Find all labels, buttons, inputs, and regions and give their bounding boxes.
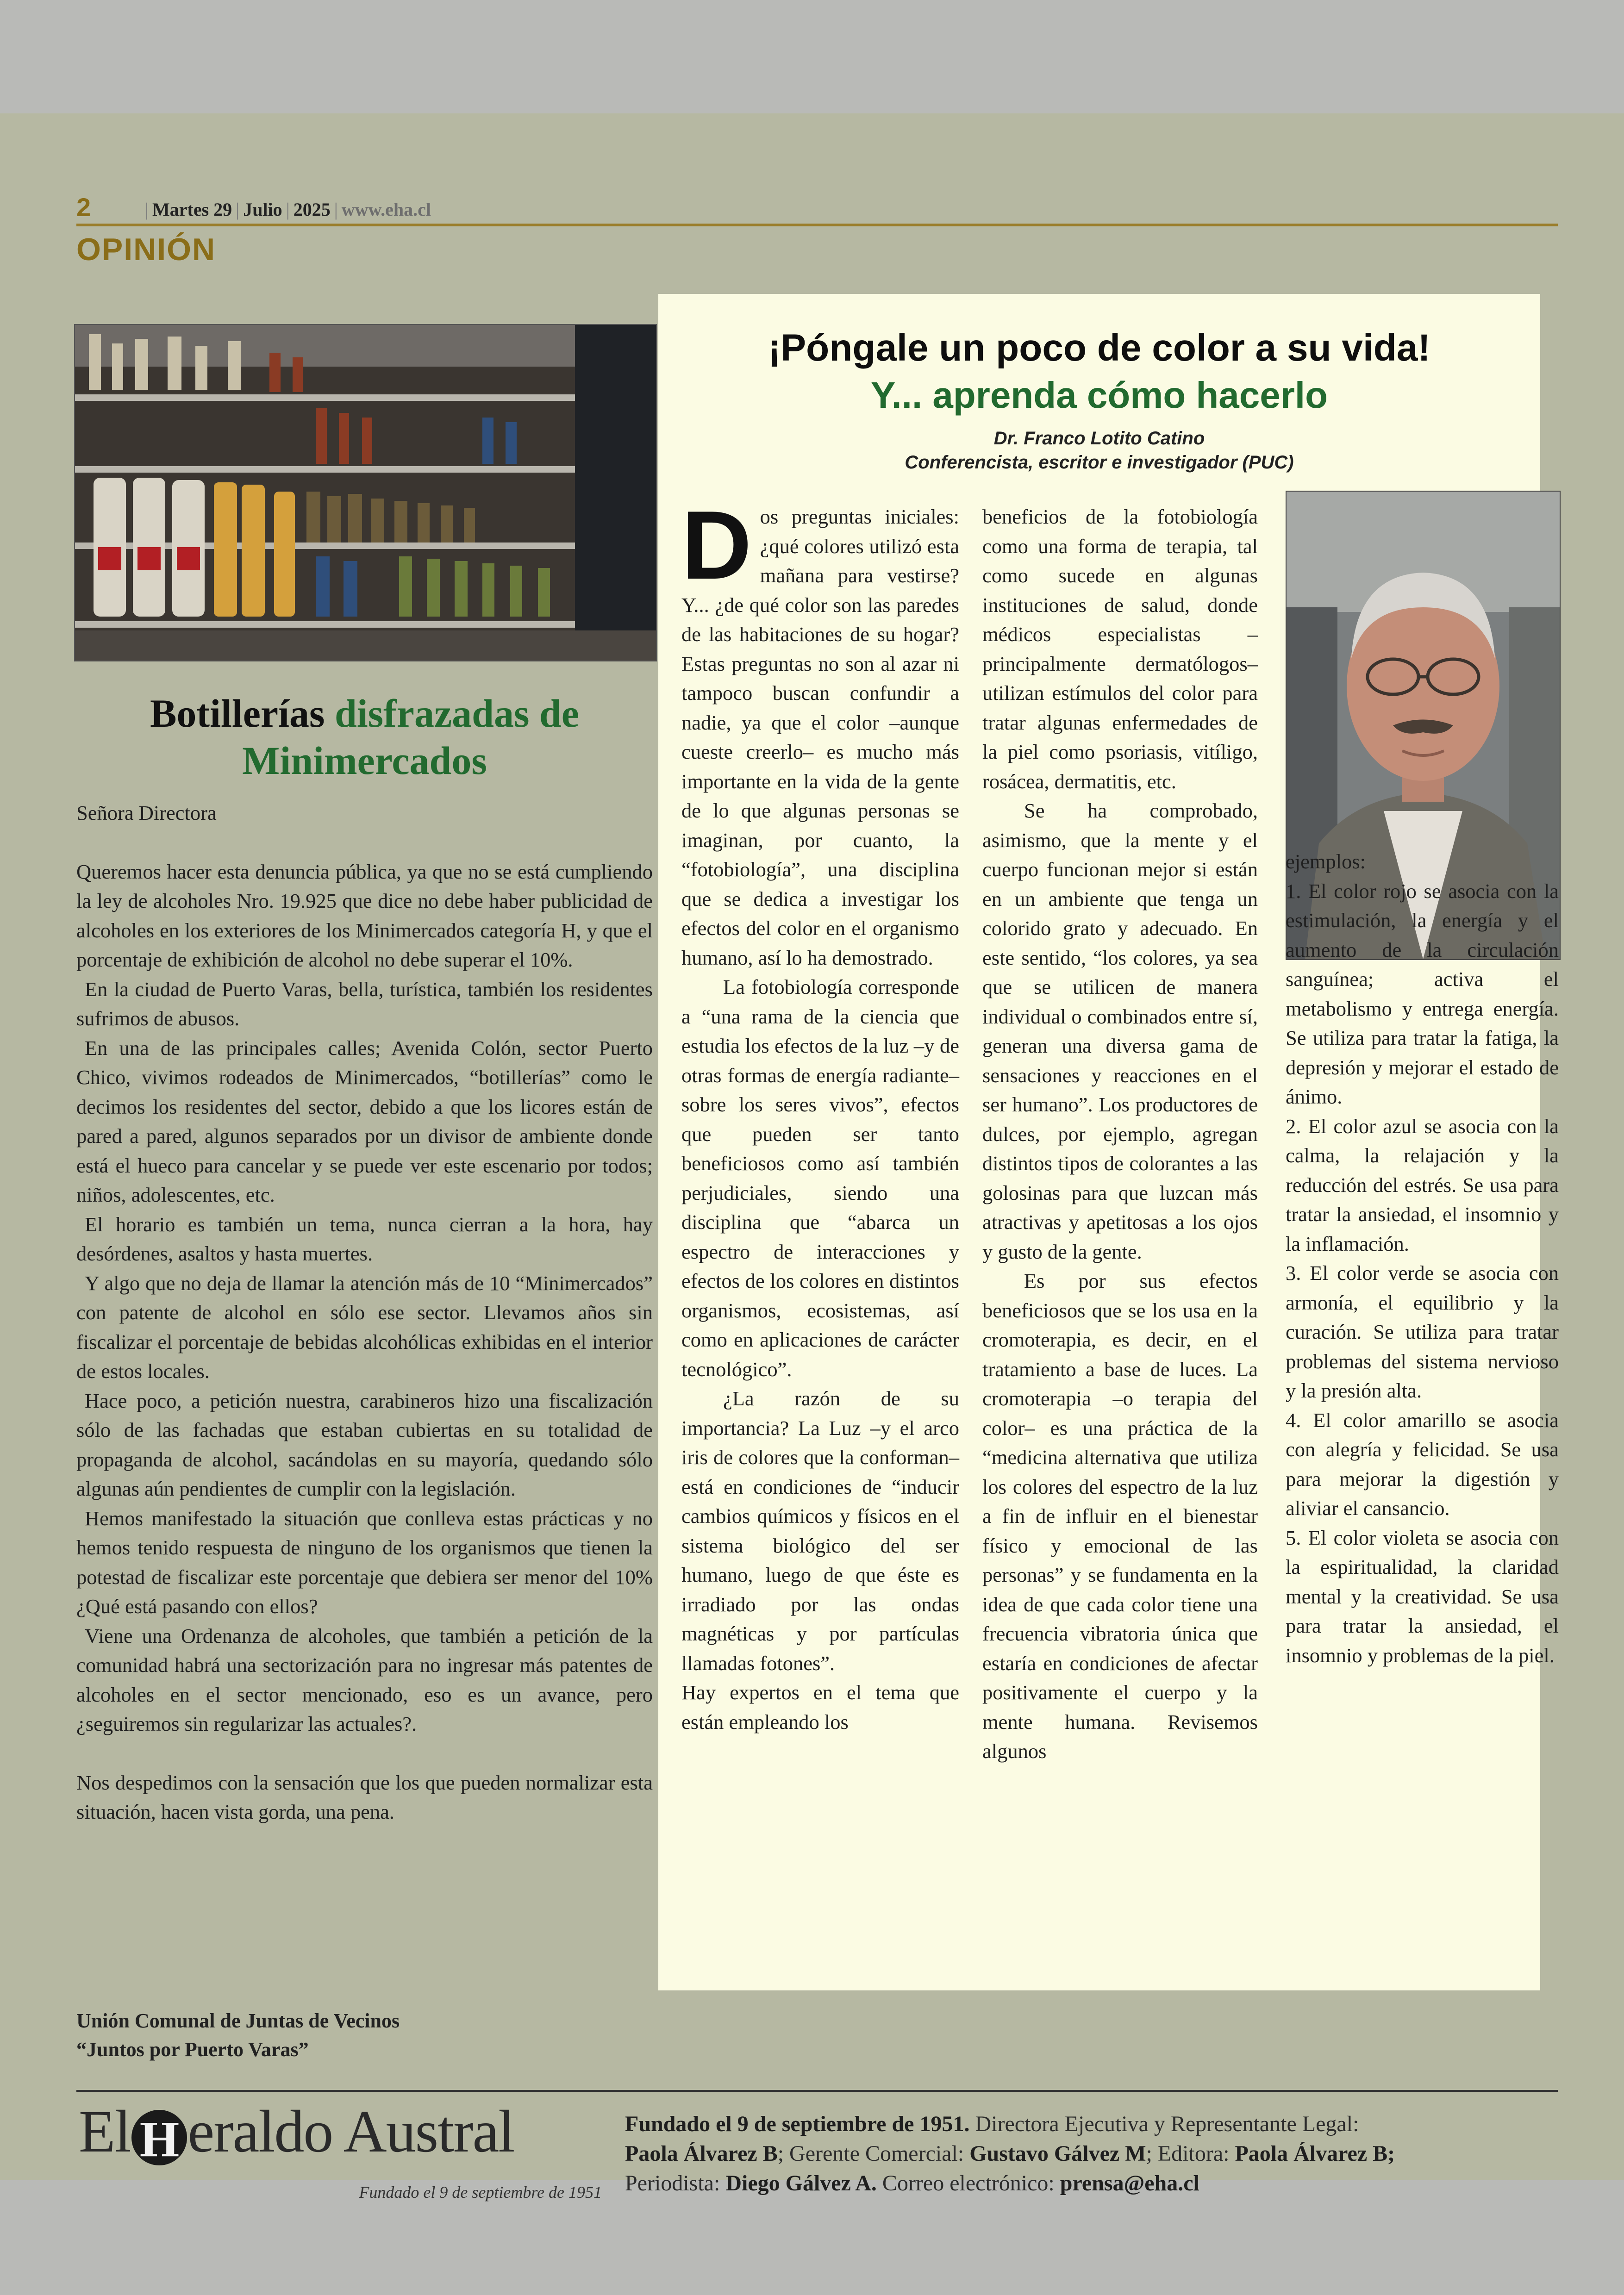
article-title: ¡Póngale un poco de color a su vida! <box>768 327 1430 369</box>
article-paragraph: ejemplos: <box>1286 850 1366 873</box>
page-number: 2 <box>76 193 91 222</box>
footer-divider <box>76 2090 1558 2092</box>
color-example-item: 2. El color azul se asocia con la calma, la relajación y la reducción del estrés. Se usa para tratar la ansiedad, el insomnio y la inflamación. <box>1286 1114 1559 1255</box>
newspaper-page <box>0 113 1624 2201</box>
signature-line-2: “Juntos por Puerto Varas” <box>76 2038 309 2061</box>
article-paragraph: beneficios de la fotobiología como una forma de terapia, tal como sucede en algunas instituciones de salud, donde médicos especialistas –principalmente dermatólogos– utilizan estímulos del color para tratar algunas enfermedades de la piel como psoriasis, vitíligo, rosácea, dermatitis, etc. <box>982 505 1258 793</box>
editora-name: Paola Álvarez B; <box>1235 2141 1395 2166</box>
letter-closing: Nos despedimos con la sensación que los que pueden normalizar esta situación, hacen vista gorda, una pena. <box>76 1771 653 1823</box>
masthead-credits <box>625 2109 1555 2198</box>
issue-day: Martes 29 <box>152 199 232 220</box>
letter-paragraph: Y algo que no deja de llamar la atención más de 10 “Minimercados” con patente de alcohol en sólo ese sector. Llevamos años sin fiscalizar el porcentaje de bebidas alcohólicas exhibidas en el interior de estos locales. <box>76 1271 653 1383</box>
article-paragraph: La fotobiología corresponde a “una rama de la ciencia que estudia los efectos de la luz –y de otras formas de energía radiante– sobre los seres vivos”, efectos que pueden ser tanto beneficiosos como así también perjudiciales, siendo una disciplina que “abarca un espectro de interacciones y efectos de los colores en distintos organismos, ecosistemas, así como en aplicaciones de carácter tecnológico”. <box>681 975 959 1381</box>
letter-salutation: Señora Directora <box>76 801 217 824</box>
letter-title-green: disfrazadas de Minimercados <box>242 691 579 783</box>
letter-paragraph: Viene una Ordenanza de alcoholes, que también a petición de la comunidad habrá una sectorización para no ingresar más patentes de alcoholes en el sector mencionado, eso es un avance, pero ¿seguiremos sin regularizar las actuales?. <box>76 1624 653 1735</box>
color-example-item: 1. El color rojo se asocia con la estimulación, la energía y el aumento de la circulación sanguínea; activa el metabolismo y entrega energía. Se utiliza para tratar la fatiga, la depresión y mejorar el estado de ánimo. <box>1286 879 1559 1108</box>
letter-paragraph: El horario es también un tema, nunca cierran a la hora, hay desórdenes, asaltos y hasta muertes. <box>76 1212 653 1265</box>
page-header <box>76 192 1558 220</box>
periodista-label: Periodista: <box>625 2171 726 2195</box>
letter-paragraph: Hace poco, a petición nuestra, carabineros hizo una fiscalización sólo de las fachadas que estaban cubiertas en su totalidad de propaganda de alcohol, sacándolas en su mayoría, quedando sólo algunas aún pendientes de cumplir con la legislación. <box>76 1389 653 1500</box>
issue-date-line: | Martes 29 | Julio | 2025 | www.eha.cl <box>145 199 431 220</box>
color-example-item: 5. El color violeta se asocia con la espiritualidad, la claridad mental y la creatividad. Se usa para tratar la ansiedad, el insomnio y problemas de la piel. <box>1286 1526 1559 1667</box>
issue-year: 2025 <box>293 199 331 220</box>
email-link[interactable]: prensa@eha.cl <box>1060 2171 1199 2195</box>
logo-austral: Austral <box>343 2098 514 2165</box>
section-title: OPINIÓN <box>76 232 216 267</box>
article-paragraph: os preguntas iniciales: ¿qué colores utilizó esta mañana para vestirse? Y... ¿de qué color son las paredes de las habitaciones de su hogar? Estas preguntas no son al azar ni tampoco buscan confundir a nadie, ya que el color –aunque cueste creerlo– es mucho más importante en la vida de la gente de lo que algunas personas se imaginan, por cuanto, la “fotobiología”, una disciplina que se dedica a investigar los efectos del color en el organismo humano, así lo ha demostrado. <box>681 505 959 969</box>
editora-label: ; Editora: <box>1146 2141 1235 2166</box>
liquor-shelves-photo <box>74 324 657 661</box>
article-column-1 <box>681 491 959 1737</box>
letter-title-black: Botillerías <box>150 691 325 736</box>
letter-body <box>76 798 653 1827</box>
letter-title <box>76 690 653 784</box>
letter-paragraph: Queremos hacer esta denuncia pública, ya que no se está cumpliendo la ley de alcoholes Nro. 19.925 que dice no debe haber publicidad de alcoholes en los exteriores de los Minimercados categoría H, y que el porcentaje de exhibición de alcohol no debe superar el 10%. <box>76 860 653 971</box>
header-divider <box>76 224 1558 226</box>
letter-paragraph: En la ciudad de Puerto Varas, bella, turística, también los residentes sufrimos de abusos. <box>76 977 653 1030</box>
website-link[interactable]: www.eha.cl <box>341 199 431 220</box>
article-author: Dr. Franco Lotito Catino <box>993 428 1205 449</box>
drop-cap: D <box>681 491 752 599</box>
founded-bold: Fundado el 9 de septiembre de 1951. <box>625 2112 970 2136</box>
article-column-2 <box>982 502 1258 1766</box>
article-paragraph: Se ha comprobado, asimismo, que la mente y el cuerpo funcionan mejor si están en un ambiente que tenga un colorido grato y adecuado. En este sentido, “los colores, ya sea que se utilicen de manera individual o combinados entre sí, generan una diversa gama de sensaciones y reacciones en el ser humano”. Los productores de dulces, por ejemplo, agregan distintos tipos de colorantes a las golosinas para que luzcan más atractivas y apetitosas a los ojos y gusto de la gente. <box>982 799 1258 1263</box>
email-label: Correo electrónico: <box>876 2171 1060 2195</box>
logo-eraldo: eraldo <box>187 2098 333 2165</box>
gerente-label: ; Gerente Comercial: <box>777 2141 970 2166</box>
signature-line-1: Unión Comunal de Juntas de Vecinos <box>76 2009 400 2032</box>
logo-founded-line: Fundado el 9 de septiembre de 1951 <box>359 2183 602 2201</box>
director-name: Paola Álvarez B <box>625 2141 778 2166</box>
letter-paragraph: En una de las principales calles; Avenida Colón, sector Puerto Chico, vivimos rodeados de Minimercados, “botillerías” como le decimos los residentes del sector, debido a que los licores están de pared a pared, algunos separados por un divisor de ambiente donde está el hueco para cancelar y se puede ver este escenario por todos; niños, adolescentes, etc. <box>76 1036 653 1206</box>
logo-el: El <box>79 2098 131 2165</box>
article-paragraph: Hay expertos en el tema que están empleando los <box>681 1681 959 1734</box>
letter-signature <box>76 2007 653 2064</box>
article-paragraph: ¿La razón de su importancia? La Luz –y el arco iris de colores que la conforman– está en condiciones de “inducir cambios químicos y físicos en el sistema biológico del ser humano, luego de que éste es irradiado por las ondas magnéticas y por partículas llamadas fotones”. <box>681 1387 959 1675</box>
letter-paragraph: Hemos manifestado la situación que conlleva estas prácticas y no hemos tenido respuesta de ninguno de los organismos que tienen la potestad de fiscalizar este porcentaje que debiera ser menor del 10% ¿Qué está pasando con ellos? <box>76 1506 653 1618</box>
director-label: Directora Ejecutiva y Representante Legal: <box>969 2112 1359 2136</box>
article-subtitle: Y... aprenda cómo hacerlo <box>871 374 1328 416</box>
article-paragraph: Es por sus efectos beneficiosos que se los usa en la cromoterapia, es decir, en el tratamiento a base de luces. La cromoterapia –o terapia del color– es una práctica de la “medicina alternativa que utiliza los colores del espectro de la luz a fin de influir en el bienestar físico y emocional de las personas” y se fundamenta en la idea de que cada color tiene una frecuencia vibratoria única que estaría en condiciones de afectar positivamente el cuerpo y la mente humana. Revisemos algunos <box>982 1269 1258 1763</box>
newspaper-logo <box>79 2097 602 2176</box>
periodista-name: Diego Gálvez A. <box>725 2171 877 2195</box>
article-author-role: Conferencista, escritor e investigador (PUC) <box>905 452 1294 473</box>
color-example-item: 4. El color amarillo se asocia con alegría y felicidad. Se usa para mejorar la digestión y aliviar el cansancio. <box>1286 1408 1559 1520</box>
logo-h-mark: H <box>131 2110 187 2165</box>
article-column-3 <box>1286 847 1559 1670</box>
gerente-name: Gustavo Gálvez M <box>969 2141 1146 2166</box>
color-article-box <box>658 294 1559 1990</box>
color-example-item: 3. El color verde se asocia con armonía, el equilibrio y la curación. Se utiliza para tratar problemas del sistema nervioso y la presión alta. <box>1286 1261 1559 1402</box>
issue-month: Julio <box>243 199 282 220</box>
